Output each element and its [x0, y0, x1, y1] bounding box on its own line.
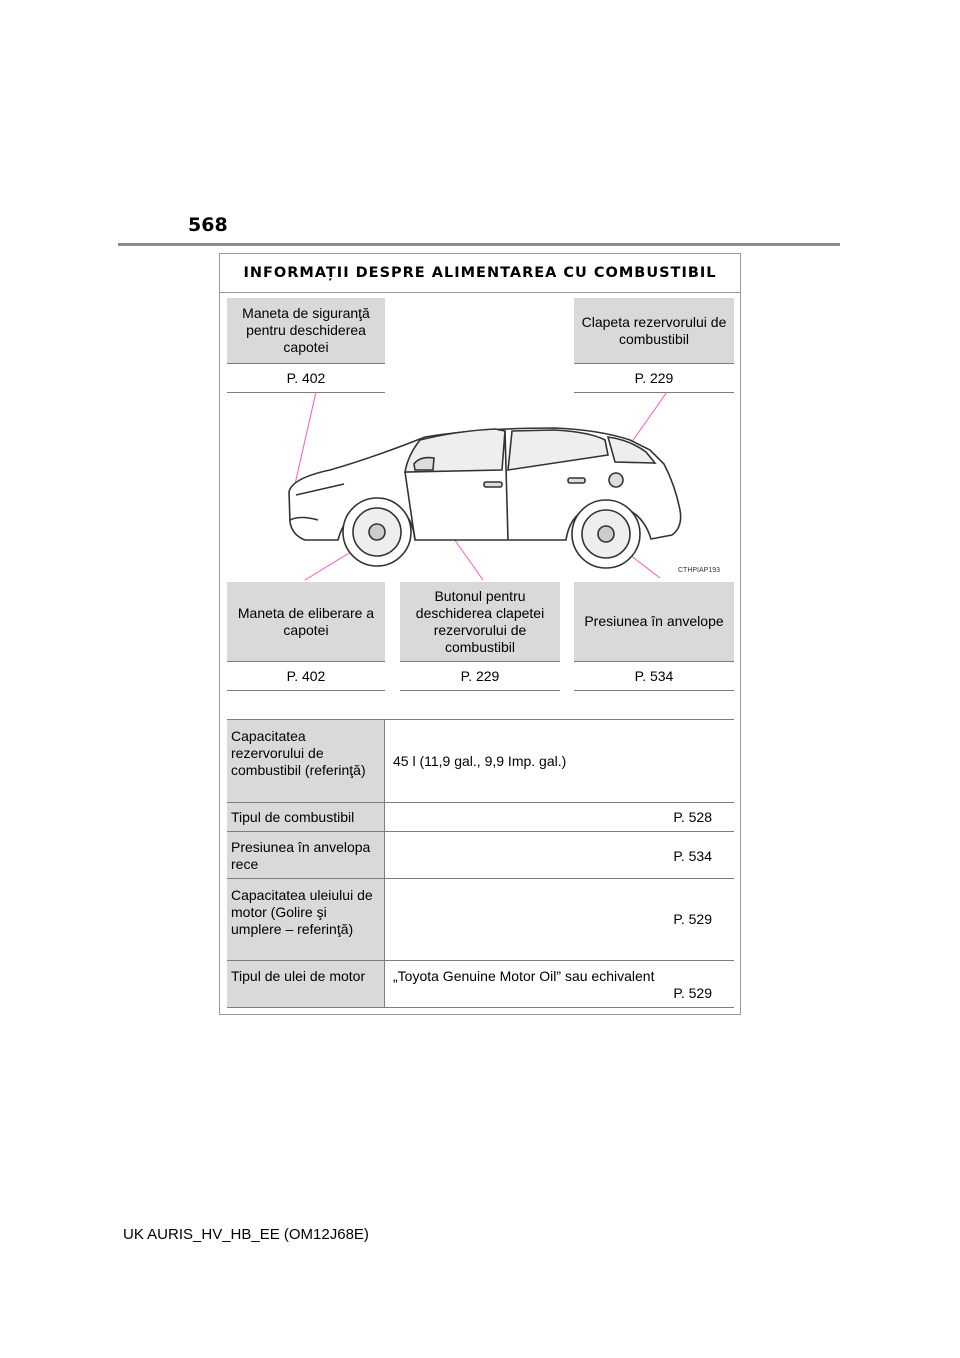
table-row — [227, 720, 734, 803]
car-side-diagram — [219, 385, 741, 585]
spec-value-cell — [385, 832, 734, 878]
fuel-filler-door-ref[interactable]: P. 229 — [574, 364, 734, 393]
header-rule — [118, 243, 840, 246]
footer-code: UK AURIS_HV_HB_EE (OM12J68E) — [123, 1226, 369, 1243]
spec-table — [227, 719, 734, 1008]
spec-ref[interactable]: P. 528 — [673, 809, 712, 825]
table-row — [227, 803, 734, 832]
hood-release-lever-ref[interactable]: P. 402 — [227, 662, 385, 691]
panel-title: INFORMAȚII DESPRE ALIMENTAREA CU COMBUSTIBIL — [220, 254, 740, 293]
table-row — [227, 961, 734, 1008]
spec-value-cell — [385, 879, 734, 960]
spec-ref[interactable]: P. 529 — [673, 985, 712, 1001]
spec-value-cell — [385, 720, 734, 802]
hood-safety-lever-ref[interactable]: P. 402 — [227, 364, 385, 393]
hood-safety-lever-label: Maneta de siguranţă pentru deschiderea capotei — [227, 298, 385, 364]
spec-key: Capacitatea rezervorului de combustibil (referinţă) — [227, 720, 385, 802]
spec-key: Tipul de combustibil — [227, 803, 385, 831]
hood-release-lever-label: Maneta de eliberare a capotei — [227, 582, 385, 662]
spec-ref[interactable]: P. 529 — [673, 911, 712, 927]
tire-pressure-label: Presiunea în anvelope — [574, 582, 734, 662]
spec-key: Presiunea în anvelopa rece — [227, 832, 385, 878]
spec-key: Tipul de ulei de motor — [227, 961, 385, 1007]
spec-ref[interactable]: P. 534 — [673, 848, 712, 864]
callout-line-hood-safety — [295, 392, 316, 484]
spec-key: Capacitatea uleiului de motor (Golire şi umplere – referinţă) — [227, 879, 385, 960]
fuel-door-button-label: Butonul pentru deschiderea clapetei rezervorului de combustibil — [400, 582, 560, 662]
spec-value-cell — [385, 961, 734, 1007]
fuel-door-button-ref[interactable]: P. 229 — [400, 662, 560, 691]
spec-value: „Toyota Genuine Motor Oil” sau echivalent — [393, 968, 655, 984]
spec-value: 45 l (11,9 gal., 9,9 Imp. gal.) — [393, 753, 567, 769]
table-row — [227, 832, 734, 879]
page-number: 568 — [188, 214, 228, 236]
tire-pressure-ref[interactable]: P. 534 — [574, 662, 734, 691]
fuel-filler-door-label: Clapeta rezervorului de combustibil — [574, 298, 734, 364]
table-row — [227, 879, 734, 961]
diagram-code: CTHPIAP193 — [678, 567, 721, 574]
spec-value-cell — [385, 803, 734, 831]
